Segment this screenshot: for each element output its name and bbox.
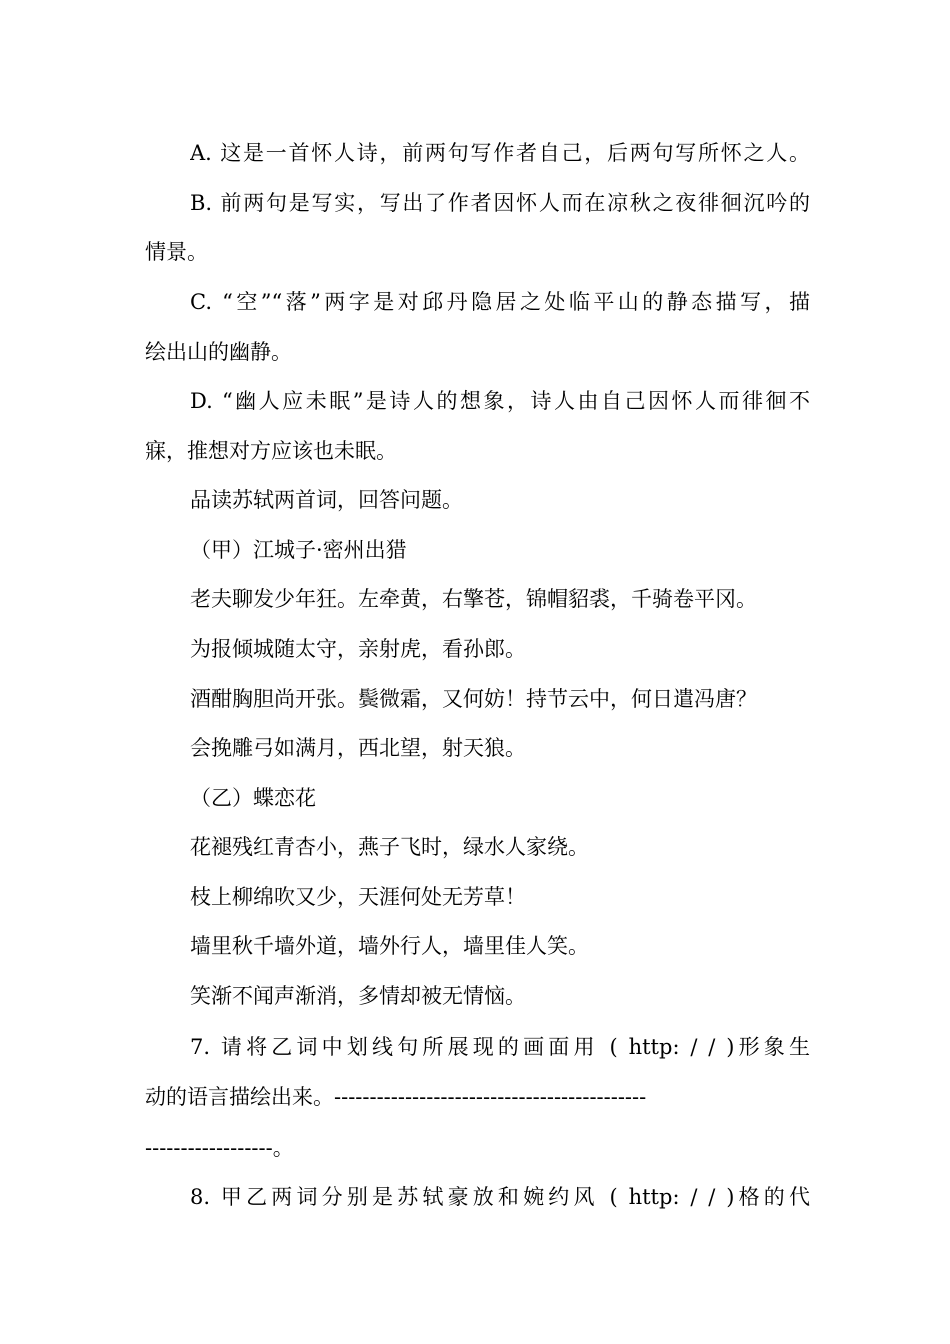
poem-a-line: 会挽雕弓如满月，西北望，射天狼。 xyxy=(190,736,526,760)
poem-a-line: 老夫聊发少年狂。左牵黄，右擎苍，锦帽貂裘，千骑卷平冈。 xyxy=(190,587,757,611)
poem-a-line: 为报倾城随太守，亲射虎，看孙郎。 xyxy=(190,637,526,661)
poem-b-line: 花褪残红青杏小，燕子飞时，绿水人家绕。 xyxy=(190,835,589,859)
poem-b-title: （乙）蝶恋花 xyxy=(190,786,316,810)
option-b-text-line1: B. 前两句是写实，写出了作者因怀人而在凉秋之夜徘徊沉吟的 xyxy=(190,191,810,215)
question-7-line1: 7. 请将乙词中划线句所展现的画面用 ( http: / / )形象生 xyxy=(190,1035,810,1059)
poem-b-line: 枝上柳绵吹又少，天涯何处无芳草！ xyxy=(190,885,526,909)
poem-a-line: 酒酣胸胆尚开张。鬓微霜，又何妨！持节云中，何日遣冯唐？ xyxy=(190,687,757,711)
option-c-text-line1: C. “空”“落”两字是对邱丹隐居之处临平山的静态描写，描 xyxy=(190,290,810,314)
question-8-line1: 8. 甲乙两词分别是苏轼豪放和婉约风 ( http: / / )格的代 xyxy=(190,1185,810,1209)
option-c-text-line2: 绘出山的幽静。 xyxy=(145,340,292,364)
question-7-line3: ------------------。 xyxy=(145,1136,294,1160)
option-d-text-line1: D. “幽人应未眠”是诗人的想象，诗人由自己因怀人而徘徊不 xyxy=(190,389,810,413)
poem-a-title: （甲）江城子·密州出猎 xyxy=(190,538,407,562)
reading-instruction: 品读苏轼两首词，回答问题。 xyxy=(190,488,463,512)
poem-b-line: 笑渐不闻声渐消，多情却被无情恼。 xyxy=(190,984,526,1008)
option-d-text-line2: 寐，推想对方应该也未眠。 xyxy=(145,439,397,463)
option-a-text: A. 这是一首怀人诗，前两句写作者自己，后两句写所怀之人。 xyxy=(190,141,810,165)
option-b-text-line2: 情景。 xyxy=(145,240,208,264)
poem-b-line: 墙里秋千墙外道，墙外行人，墙里佳人笑。 xyxy=(190,934,589,958)
question-7-line2: 动的语言描绘出来。-------------------------------------------- xyxy=(145,1085,647,1109)
